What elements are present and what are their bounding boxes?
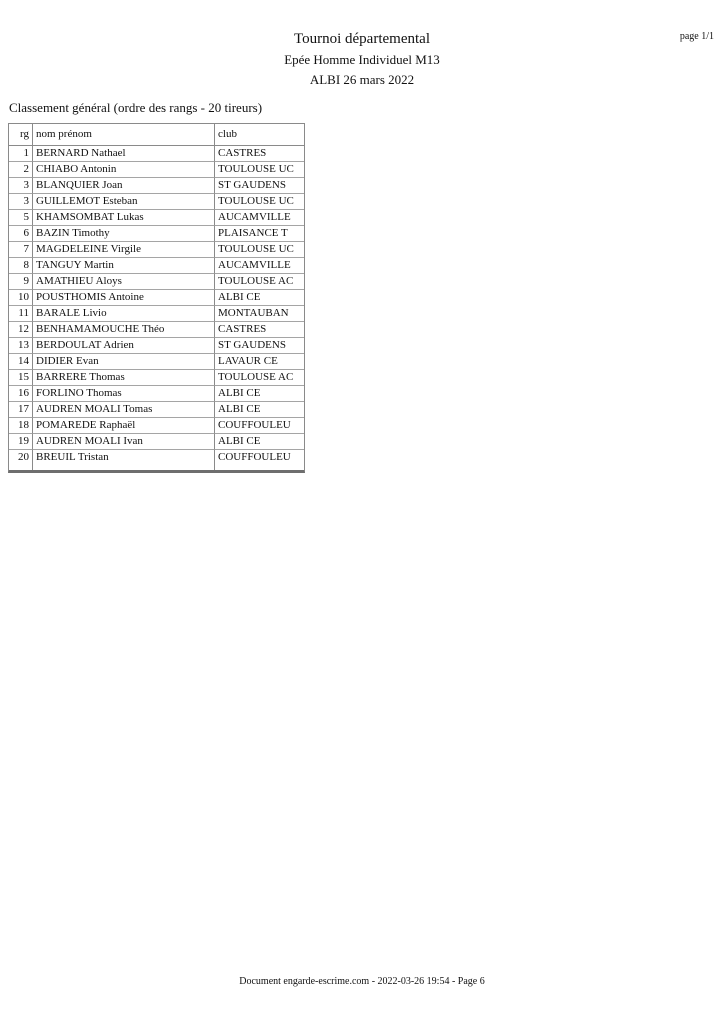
club-cell: TOULOUSE AC bbox=[215, 274, 304, 290]
rank-cell: 19 bbox=[9, 434, 33, 450]
name-cell: CHIABO Antonin bbox=[33, 162, 215, 178]
name-cell: BARRERE Thomas bbox=[33, 370, 215, 386]
table-row bbox=[9, 402, 304, 418]
rank-cell: 5 bbox=[9, 210, 33, 226]
name-cell: POUSTHOMIS Antoine bbox=[33, 290, 215, 306]
event-location-date: ALBI 26 mars 2022 bbox=[309, 72, 415, 87]
name-cell: BARALE Livio bbox=[33, 306, 215, 322]
rank-cell: 3 bbox=[9, 178, 33, 194]
club-cell: ALBI CE bbox=[215, 386, 304, 402]
table-row bbox=[9, 290, 304, 306]
rank-cell: 9 bbox=[9, 274, 33, 290]
club-cell: COUFFOULEU bbox=[218, 451, 291, 463]
rank-cell: 3 bbox=[9, 194, 33, 210]
table-row bbox=[9, 258, 304, 274]
club-cell: CASTRES bbox=[215, 146, 304, 162]
rank-cell: 13 bbox=[9, 338, 33, 354]
rank-cell: 17 bbox=[9, 402, 33, 418]
table-row bbox=[9, 194, 304, 210]
header-row bbox=[9, 124, 304, 146]
rank-cell: 7 bbox=[9, 242, 33, 258]
name-cell: BREUIL Tristan bbox=[33, 450, 215, 470]
club-cell: AUCAMVILLE bbox=[215, 210, 304, 226]
rank-cell: 6 bbox=[9, 226, 33, 242]
rank-cell: 12 bbox=[9, 322, 33, 338]
event-subtitle: Epée Homme Individuel M13 bbox=[284, 52, 440, 67]
name-cell: AUDREN MOALI Ivan bbox=[33, 434, 215, 450]
name-cell: DIDIER Evan bbox=[33, 354, 215, 370]
table-row bbox=[9, 418, 304, 434]
name-cell: AMATHIEU Aloys bbox=[33, 274, 215, 290]
rank-cell: 15 bbox=[9, 370, 33, 386]
club-cell: ST GAUDENS bbox=[215, 178, 304, 194]
rank-cell: 16 bbox=[9, 386, 33, 402]
section-title: Classement général (ordre des rangs - 20 tireurs) bbox=[9, 100, 263, 115]
name-cell: TANGUY Martin bbox=[33, 258, 215, 274]
table-row bbox=[9, 146, 304, 162]
document-title: Tournoi départemental bbox=[294, 31, 430, 47]
club-cell: TOULOUSE UC bbox=[215, 162, 304, 178]
column-header-club: club bbox=[215, 124, 304, 146]
club-cell: CASTRES bbox=[215, 322, 304, 338]
name-cell: BLANQUIER Joan bbox=[33, 178, 215, 194]
table-row bbox=[9, 242, 304, 258]
club-cell: ALBI CE bbox=[215, 290, 304, 306]
club-cell: TOULOUSE UC bbox=[215, 242, 304, 258]
table-body bbox=[9, 146, 304, 470]
name-cell: MAGDELEINE Virgile bbox=[33, 242, 215, 258]
name-cell: AUDREN MOALI Tomas bbox=[33, 402, 215, 418]
name-cell: FORLINO Thomas bbox=[33, 386, 215, 402]
table-row bbox=[9, 226, 304, 242]
rank-cell: 8 bbox=[9, 258, 33, 274]
ranking-table bbox=[8, 123, 305, 473]
table-header bbox=[9, 124, 304, 146]
club-cell: TOULOUSE AC bbox=[215, 370, 304, 386]
table-row bbox=[9, 274, 304, 290]
table-row bbox=[9, 178, 304, 194]
rank-cell: 10 bbox=[9, 290, 33, 306]
club-cell: MONTAUBAN bbox=[215, 306, 304, 322]
club-cell: TOULOUSE UC bbox=[215, 194, 304, 210]
table-row bbox=[9, 386, 304, 402]
club-cell: AUCAMVILLE bbox=[215, 258, 304, 274]
name-cell: BERDOULAT Adrien bbox=[33, 338, 215, 354]
table-row bbox=[9, 162, 304, 178]
club-cell: LAVAUR CE bbox=[215, 354, 304, 370]
name-cell: BENHAMAMOUCHE Théo bbox=[33, 322, 215, 338]
table-row bbox=[9, 370, 304, 386]
club-cell: ALBI CE bbox=[215, 402, 304, 418]
table-row bbox=[9, 210, 304, 226]
name-cell: KHAMSOMBAT Lukas bbox=[33, 210, 215, 226]
table-row bbox=[9, 338, 304, 354]
name-cell: GUILLEMOT Esteban bbox=[33, 194, 215, 210]
document-footer: Document engarde-escrime.com - 2022-03-26 19:54 - Page 6 bbox=[239, 976, 485, 987]
club-cell: ALBI CE bbox=[215, 434, 304, 450]
rank-cell: 20 bbox=[9, 450, 33, 470]
rank-cell: 14 bbox=[9, 354, 33, 370]
name-cell: POMAREDE Raphaël bbox=[33, 418, 215, 434]
rank-cell: 2 bbox=[9, 162, 33, 178]
rank-cell: 11 bbox=[9, 306, 33, 322]
club-cell: COUFFOULEU bbox=[215, 418, 304, 434]
table-row bbox=[9, 450, 304, 470]
rank-cell: 18 bbox=[9, 418, 33, 434]
table-row bbox=[9, 322, 304, 338]
table-row bbox=[9, 306, 304, 322]
club-cell: ST GAUDENS bbox=[215, 338, 304, 354]
name-cell: BERNARD Nathael bbox=[33, 146, 215, 162]
table-row bbox=[9, 354, 304, 370]
column-header-rank: rg bbox=[9, 124, 33, 146]
table-row bbox=[9, 434, 304, 450]
rank-cell: 1 bbox=[9, 146, 33, 162]
club-cell: PLAISANCE T bbox=[215, 226, 304, 242]
column-header-name: nom prénom bbox=[33, 124, 215, 146]
page-number: page 1/1 bbox=[679, 31, 714, 42]
name-cell: BAZIN Timothy bbox=[33, 226, 215, 242]
